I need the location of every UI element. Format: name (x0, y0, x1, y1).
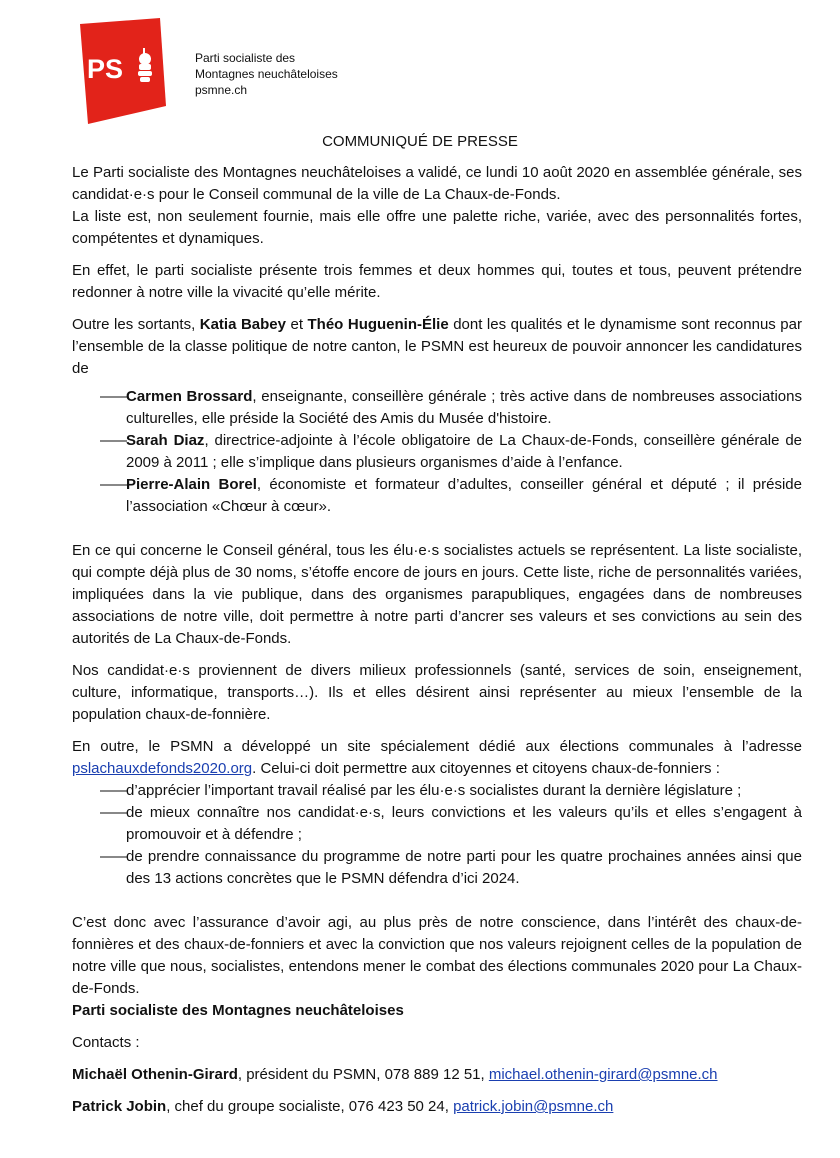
logo-text: PS (87, 54, 124, 84)
press-release-body (72, 162, 802, 1128)
contacts-label: Contacts : (72, 1034, 140, 1051)
contact-line: Michaël Othenin-Girard, président du PSMN, 078 889 12 51, michael.othenin-girard@psmne.ch (72, 1066, 718, 1083)
paragraph-backgrounds: Nos candidat·e·s proviennent de divers milieux professionnels (santé, services de soin, enseignement, culture, informatique, transports…). Ils et elles désirent ainsi représenter au mieux l’ensemble de la population chaux-de-fonnière. (72, 662, 802, 723)
email-link[interactable]: patrick.jobin@psmne.ch (453, 1098, 614, 1115)
paragraph-incumbents: Outre les sortants, Katia Babey et Théo Huguenin-Élie dont les qualités et le dynamisme sont reconnus par l’ensemble de la classe politique de notre canton, le PSMN est heureux de pouvoir annoncer les candidatures de (72, 316, 802, 377)
org-website: psmne.ch (195, 83, 248, 97)
paragraph-website: En outre, le PSMN a développé un site spécialement dédié aux élections communales à l’adresse pslachauxdefonds2020.org. Celui-ci doit permettre aux citoyennes et citoyens chaux-de-fonniers : (72, 738, 802, 777)
signature: Parti socialiste des Montagnes neuchâteloises (72, 1002, 404, 1019)
org-name-line2: Montagnes neuchâteloises (195, 67, 338, 81)
website-link[interactable]: pslachauxdefonds2020.org (72, 760, 253, 777)
list-item: —— de mieux connaître nos candidat·e·s, leurs convictions et les valeurs qu’ils et elles s’engagent à promouvoir et à défendre ; (72, 802, 802, 846)
name-theo-huguenin-elie: Théo Huguenin-Élie (307, 316, 449, 333)
name-katia-babey: Katia Babey (199, 316, 286, 333)
list-item: —— Carmen Brossard, enseignante, conseillère générale ; très active dans de nombreuses associations culturelles, elle préside la Société des Amis du Musée d'histoire. (72, 386, 802, 430)
paragraph-intro: Le Parti socialiste des Montagnes neuchâteloises a validé, ce lundi 10 août 2020 en assemblée générale, ses candidat·e·s pour le Conseil communal de la ville de La Chaux-de-Fonds. (72, 164, 802, 203)
list-item: —— Sarah Diaz, directrice-adjointe à l’école obligatoire de La Chaux-de-Fonds, conseillère générale de 2009 à 2011 ; elle s’implique dans plusieurs organismes d’aide à l’enfance. (72, 430, 802, 474)
list-item: —— d’apprécier l’important travail réalisé par les élu·e·s socialistes durant la dernière législature ; (72, 780, 802, 802)
contact-line: Patrick Jobin, chef du groupe socialiste, 076 423 50 24, patrick.jobin@psmne.ch (72, 1098, 614, 1115)
org-name-line1: Parti socialiste des (195, 51, 296, 65)
paragraph-conclusion: C’est donc avec l’assurance d’avoir agi, au plus près de notre conscience, dans l’intérêt des chaux-de-fonnières et des chaux-de-fonniers et avec la conviction que nos valeurs rejoignent celles de la population de notre ville que nous, socialistes, entendons mener le combat des élections communales 2020 pour La Chaux-de-Fonds. (72, 914, 802, 997)
list-item: —— de prendre connaissance du programme de notre parti pour les quatre prochaines années ainsi que des 13 actions concrètes que le PSMN défendra d’ici 2024. (72, 846, 802, 890)
org-info (195, 50, 338, 98)
paragraph-list-quality: La liste est, non seulement fournie, mais elle offre une palette riche, variée, avec des personnalités fortes, compétentes et dynamiques. (72, 208, 802, 247)
candidate-list (72, 386, 802, 518)
goals-list (72, 780, 802, 890)
paragraph-general-council: En ce qui concerne le Conseil général, tous les élu·e·s socialistes actuels se représentent. La liste socialiste, qui compte déjà plus de 30 noms, s’étoffe encore de jours en jours. Cette liste, riche de personnalités variées, impliquées dans la vie publique, dans des organismes parapubliques, engagées dans de nombreuses associations de notre ville, doit permettre à notre parti d’ancrer ses valeurs et ses convictions au sein des autorités de La Chaux-de-Fonds. (72, 542, 802, 647)
email-link[interactable]: michael.othenin-girard@psmne.ch (488, 1066, 718, 1083)
page-title: COMMUNIQUÉ DE PRESSE (322, 133, 518, 150)
paragraph-candidates-summary: En effet, le parti socialiste présente trois femmes et deux hommes qui, toutes et tous, peuvent prétendre redonner à notre ville la vivacité qu’elle mérite. (72, 262, 802, 301)
ps-logo (74, 18, 166, 124)
list-item: —— Pierre-Alain Borel, économiste et formateur d’adultes, conseiller général et député ; il préside l’association «Chœur à cœur». (72, 474, 802, 518)
